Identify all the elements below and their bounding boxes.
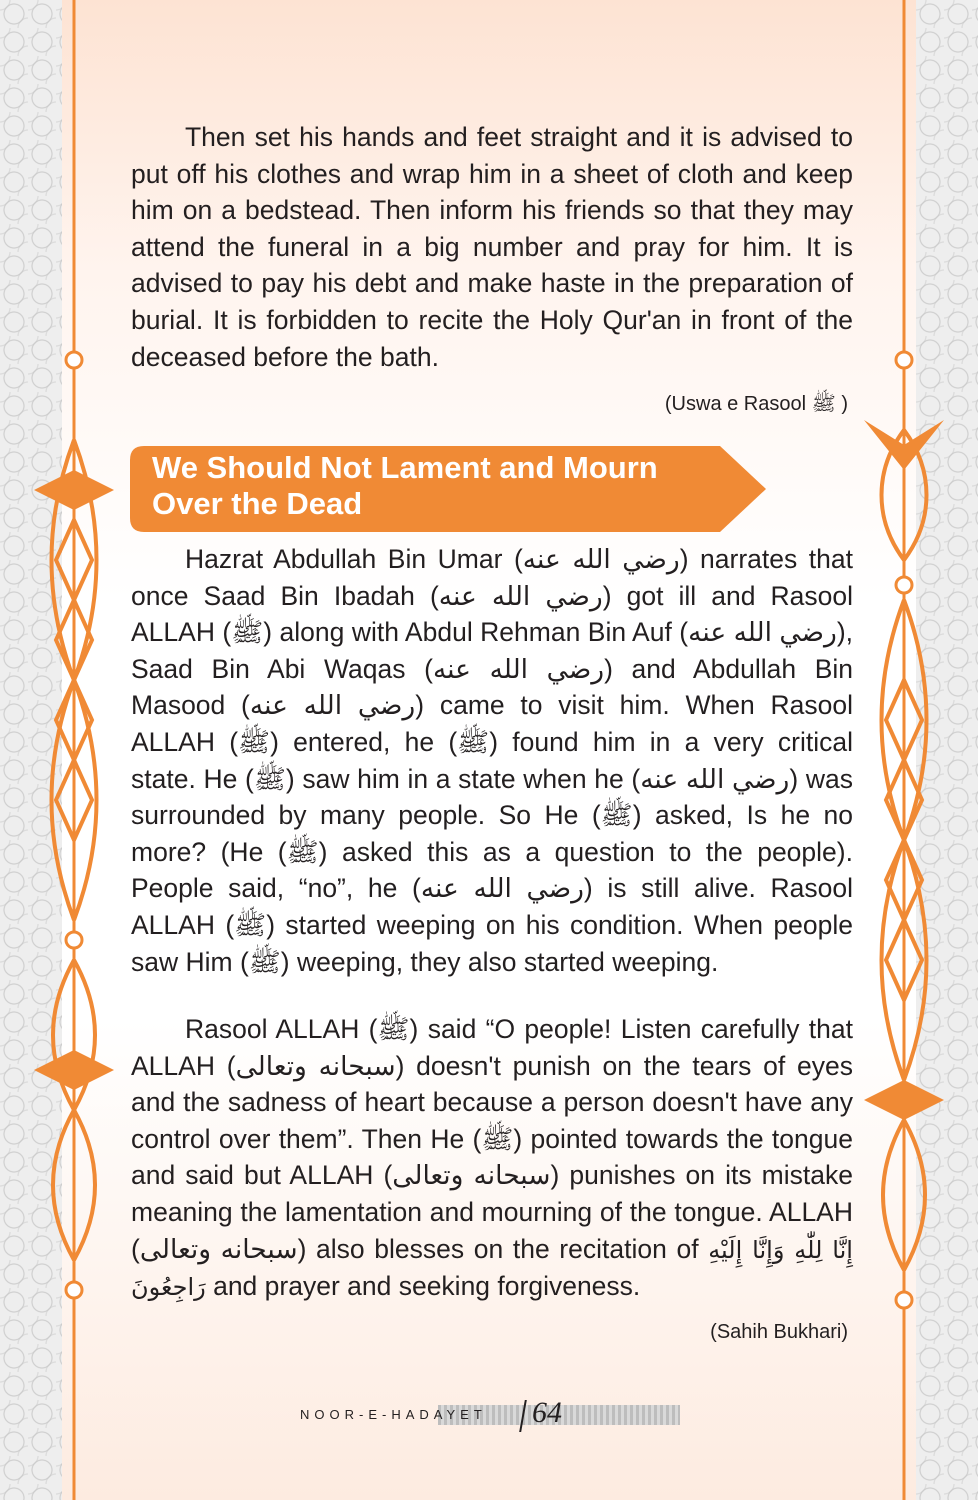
paragraph-text-after: and prayer and seeking forgiveness. bbox=[213, 1271, 641, 1302]
reference-sahih-bukhari: (Sahih Bukhari) bbox=[710, 1321, 848, 1343]
left-ornament-vine bbox=[34, 0, 114, 1500]
book-title: NOOR-E-HADAYET bbox=[300, 1407, 487, 1422]
paragraph-text-before: Rasool ALLAH (ﷺ) said “O people! Listen carefully that ALLAH (سبحانه وتعالى) doesn't punish on the tears of eyes and the sadness of heart because a person doesn't have any control over them”. Then He (ﷺ) pointed towards the tongue and said but ALLAH (سبحانه وتعالى) punishes on its mistake meaning the lamentation and mourning of the tongue. ALLAH (سبحانه وتعالى) also blesses on the recitation of bbox=[131, 1014, 853, 1264]
paragraph-text: Hazrat Abdullah Bin Umar (رضي الله عنه) narrates that once Saad Bin Ibadah (رضي الله عنه) got ill and Rasool ALLAH (ﷺ) along with Abdul Rehman Bin Auf (رضي الله عنه), Saad Bin Abi Waqas (رضي الله عنه) and Abdullah Bin Masood (رضي الله عنه) came to visit him. When Rasool ALLAH (ﷺ) entered, he (ﷺ) found him in a very critical state. He (ﷺ) saw him in a state when he (رضي الله عنه) was surrounded by many people. So He (ﷺ) asked, Is he no more? (He (ﷺ) asked this as a question to the people). People said, “no”, he (رضي الله عنه) is still alive. Rasool ALLAH (ﷺ) started weeping on his condition. When people saw Him (ﷺ) weeping, they also started weeping. bbox=[131, 544, 854, 977]
paragraph-hadith-narration bbox=[131, 541, 853, 980]
page-number: 64 bbox=[532, 1396, 562, 1429]
paragraph-burial-preparation bbox=[131, 119, 853, 375]
arabic-phrase: إِنَّا لِلّٰهِ وَإِنَّا إِلَيْهِ رَاجِعُونَ bbox=[131, 1235, 853, 1302]
reference-uswa-e-rasool: (Uswa e Rasool ﷺ ) bbox=[664, 393, 848, 415]
heading-text: We Should Not Lament and Mourn Over the Dead bbox=[152, 450, 658, 521]
right-ornament-vine bbox=[864, 0, 944, 1500]
paragraph-text: Then set his hands and feet straight and it is advised to put off his clothes and wrap him in a sheet of cloth and keep him on a bedstead. Then inform his friends so that they may attend the funeral in a big number and pray for him. It is advised to pay his debt and make haste in the preparation of burial. It is forbidden to recite the Holy Qur'an in front of the deceased before the bath. bbox=[131, 122, 853, 372]
section-heading bbox=[130, 446, 770, 532]
paragraph-prophet-saying bbox=[131, 1011, 853, 1306]
page-footer bbox=[300, 1396, 680, 1430]
